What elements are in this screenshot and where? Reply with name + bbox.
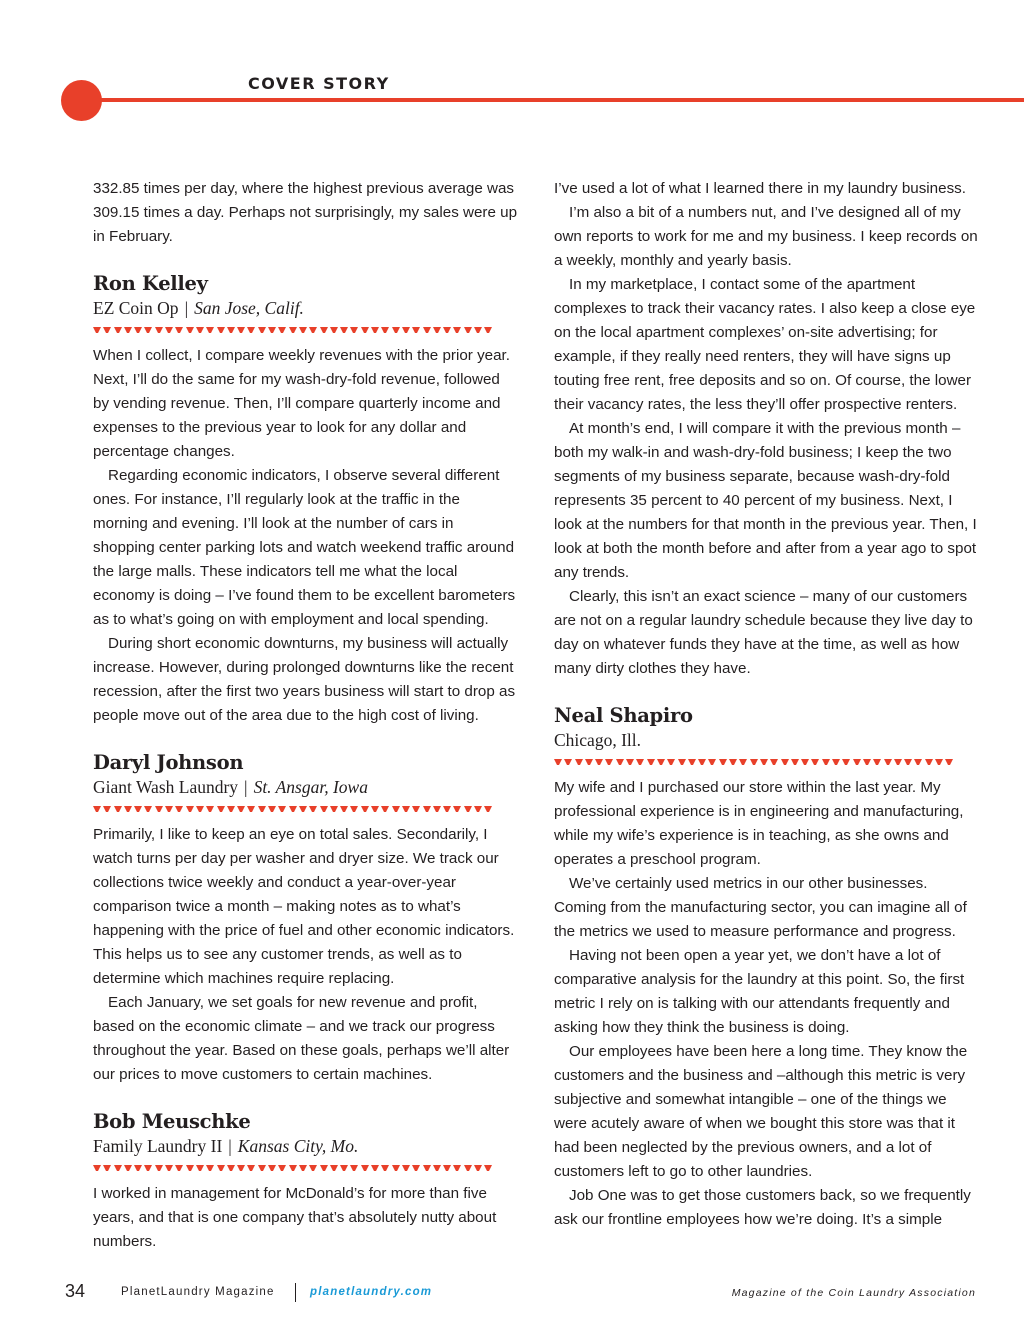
footer [0,1281,1024,1305]
triangle-mark [124,1165,132,1171]
triangle-mark [186,327,194,333]
triangle-mark [822,759,830,765]
triangle-divider [93,1161,518,1171]
triangle-mark [925,759,933,765]
triangle-mark [361,327,369,333]
triangle-mark [464,806,472,812]
triangle-divider [93,802,518,812]
profile-subtitle [554,728,980,752]
triangle-mark [575,759,583,765]
triangle-mark [237,806,245,812]
profile-name: Daryl Johnson [93,751,244,774]
profile-business: Giant Wash Laundry [93,777,239,797]
profile-subtitle [93,1134,518,1158]
triangle-mark [647,759,655,765]
right-column [554,177,980,1232]
triangle-mark [155,806,163,812]
triangle-mark [350,327,358,333]
triangle-mark [616,759,624,765]
triangle-mark [945,759,953,765]
triangle-mark [114,327,122,333]
triangle-mark [423,806,431,812]
triangle-mark [309,327,317,333]
triangle-mark [114,806,122,812]
triangle-mark [247,806,255,812]
triangle-mark [320,327,328,333]
triangle-mark [350,806,358,812]
triangle-mark [667,759,675,765]
triangle-mark [175,327,183,333]
triangle-mark [371,1165,379,1171]
triangle-mark [402,327,410,333]
paragraph: My wife and I purchased our store within the last year. My professional experience is in engineering and manufacturing, while my wife’s experience is in teaching, as she owns and operates a preschool program. [554,779,964,868]
triangle-mark [217,1165,225,1171]
paragraph: Each January, we set goals for new revenue and profit, based on the economic climate – and we track our progress throughout the year. Based on these goals, perhaps we’ll alter our prices to move customers to certain machines. [93,994,510,1083]
triangle-mark [217,327,225,333]
triangle-mark [361,806,369,812]
triangle-mark [719,759,727,765]
triangle-mark [688,759,696,765]
triangle-mark [739,759,747,765]
header-rule [82,98,1024,102]
triangle-mark [935,759,943,765]
profile-location: Chicago, Ill. [554,730,641,750]
triangle-mark [873,759,881,765]
triangle-mark [258,1165,266,1171]
triangle-mark [165,806,173,812]
triangle-mark [330,1165,338,1171]
triangle-mark [309,1165,317,1171]
paragraph: I worked in management for McDonald’s for more than five years, and that is one company that’s absolutely nutty about numbers. [93,1185,497,1250]
paragraph: I’ve used a lot of what I learned there in my laundry business. [554,180,966,197]
triangle-mark [217,806,225,812]
triangle-mark [134,1165,142,1171]
footer-association: Magazine of the Coin Laundry Association [731,1287,976,1299]
triangle-mark [453,1165,461,1171]
triangle-mark [464,1165,472,1171]
triangle-mark [320,806,328,812]
triangle-mark [268,1165,276,1171]
triangle-mark [350,1165,358,1171]
profile-subtitle [93,775,518,799]
subtitle-separator: | [244,777,248,797]
triangle-divider [93,323,518,333]
profile-name: Bob Meuschke [93,1110,251,1133]
triangle-mark [340,1165,348,1171]
paragraph: Having not been open a year yet, we don’t have a lot of comparative analysis for the laundry at this point. So, the first metric I rely on is talking with our attendants frequently and asking how they think the business is doing. [554,947,965,1036]
triangle-mark [678,759,686,765]
page-number: 34 [65,1281,86,1301]
triangle-mark [554,759,562,765]
paragraph: Clearly, this isn’t an exact science – many of our customers are not on a regular laundry schedule because they live day to day on whatever funds they have at the time, as well as how many dirty clothes they have. [554,588,973,677]
triangle-mark [443,327,451,333]
triangle-mark [237,1165,245,1171]
triangle-mark [412,806,420,812]
triangle-mark [289,1165,297,1171]
triangle-mark [884,759,892,765]
triangle-mark [134,327,142,333]
triangle-mark [186,806,194,812]
triangle-mark [402,806,410,812]
profile-daryl-johnson [93,751,518,1087]
triangle-mark [423,327,431,333]
triangle-mark [227,327,235,333]
profile-business: Family Laundry II [93,1136,223,1156]
triangle-mark [914,759,922,765]
triangle-mark [484,327,492,333]
triangle-mark [196,806,204,812]
triangle-mark [103,327,111,333]
intro-paragraph: 332.85 times per day, where the highest previous average was 309.15 times a day. Perhaps not surprisingly, my sales were up in February. [93,180,518,245]
triangle-mark [832,759,840,765]
triangle-mark [412,327,420,333]
paragraph: Regarding economic indicators, I observe several different ones. For instance, I’ll regularly look at the traffic in the morning and evening. I’ll look at the number of cars in shopping center parking lots and watch weekend traffic around the large malls. These indicators tell me what the local economy is doing – I’ve found them to be excellent barometers as to what’s going on with employment and local spending. [93,467,516,628]
triangle-mark [708,759,716,765]
profile-location: St. Ansgar, Iowa [253,777,368,797]
profile-neal-shapiro [554,704,980,1232]
profile-location: Kansas City, Mo. [237,1136,359,1156]
triangle-mark [196,327,204,333]
triangle-mark [585,759,593,765]
triangle-mark [103,1165,111,1171]
triangle-mark [155,1165,163,1171]
triangle-mark [361,1165,369,1171]
triangle-mark [433,806,441,812]
triangle-mark [433,1165,441,1171]
triangle-mark [144,806,152,812]
triangle-mark [258,806,266,812]
triangle-mark [760,759,768,765]
triangle-mark [258,327,266,333]
triangle-mark [124,327,132,333]
triangle-mark [371,806,379,812]
triangle-mark [175,806,183,812]
profile-subtitle [93,296,518,320]
triangle-mark [770,759,778,765]
triangle-mark [443,806,451,812]
triangle-mark [196,1165,204,1171]
triangle-mark [402,1165,410,1171]
section-label: COVER STORY [248,74,390,93]
triangle-mark [206,806,214,812]
triangle-mark [186,1165,194,1171]
triangle-mark [340,327,348,333]
triangle-mark [144,327,152,333]
profile-name: Neal Shapiro [554,704,693,727]
triangle-mark [227,1165,235,1171]
triangle-mark [289,327,297,333]
triangle-mark [381,327,389,333]
triangle-mark [392,806,400,812]
triangle-mark [206,327,214,333]
triangle-mark [605,759,613,765]
subtitle-separator: | [184,298,189,318]
triangle-mark [330,806,338,812]
triangle-mark [309,806,317,812]
triangle-mark [175,1165,183,1171]
profile-location: San Jose, Calif. [194,298,304,318]
triangle-mark [247,327,255,333]
footer-divider [295,1283,296,1302]
triangle-mark [636,759,644,765]
paragraph: At month’s end, I will compare it with the previous month – both my walk-in and wash-dry-fold business; I keep the two segments of my business separate, because wash-dry-fold represents 35 percent to 40 percent of my business. Next, I look at the numbers for that month in the previous year. Then, I look at both the month before and after from a year ago to spot any trends. [554,420,977,581]
triangle-mark [206,1165,214,1171]
triangle-divider [554,755,980,765]
triangle-mark [165,1165,173,1171]
triangle-mark [904,759,912,765]
triangle-mark [657,759,665,765]
triangle-mark [340,806,348,812]
triangle-mark [474,806,482,812]
triangle-mark [750,759,758,765]
footer-url-link[interactable]: planetlaundry.com [310,1286,433,1298]
paragraph: In my marketplace, I contact some of the apartment complexes to track their vacancy rates. I also keep a close eye on the local apartment complexes’ on-site advertising; for example, if they really need renters, they will have signs up touting free rent, free deposits and so on. Of course, the lower their vacancy rates, the less they’ll offer prospective renters. [554,276,976,413]
triangle-mark [853,759,861,765]
triangle-mark [278,1165,286,1171]
profile-business: EZ Coin Op [93,298,179,318]
triangle-mark [330,327,338,333]
triangle-mark [289,806,297,812]
triangle-mark [278,806,286,812]
triangle-mark [801,759,809,765]
subtitle-separator: | [228,1136,232,1156]
triangle-mark [423,1165,431,1171]
triangle-mark [484,806,492,812]
triangle-mark [392,327,400,333]
triangle-mark [453,806,461,812]
profile-ron-kelley [93,272,518,728]
triangle-mark [412,1165,420,1171]
triangle-mark [247,1165,255,1171]
triangle-mark [278,327,286,333]
triangle-mark [381,806,389,812]
triangle-mark [595,759,603,765]
triangle-mark [791,759,799,765]
paragraph: Primarily, I like to keep an eye on total sales. Secondarily, I watch turns per day per washer and dryer size. We track our collections twice weekly and conduct a year-over-year comparison twice a month – making notes as to what’s happening with the price of fuel and other economic indicators. This helps us to see any customer trends, as well as to determine which machines require replacing. [93,826,515,987]
paragraph: During short economic downturns, my business will actually increase. However, during prolonged downturns like the recent recession, after the first two years business will start to drop as people move out of the area due to the high cost of living. [93,635,516,724]
profile-bob-meuschke [93,1110,518,1254]
triangle-mark [320,1165,328,1171]
triangle-mark [268,806,276,812]
triangle-mark [165,327,173,333]
triangle-mark [299,1165,307,1171]
triangle-mark [474,327,482,333]
triangle-mark [124,806,132,812]
triangle-mark [894,759,902,765]
triangle-mark [564,759,572,765]
triangle-mark [863,759,871,765]
triangle-mark [155,327,163,333]
triangle-mark [268,327,276,333]
paragraph: I’m also a bit of a numbers nut, and I’ve designed all of my own reports to work for me and my business. I keep records on a weekly, monthly and yearly basis. [554,204,978,269]
triangle-mark [299,327,307,333]
triangle-mark [299,806,307,812]
triangle-mark [103,806,111,812]
triangle-mark [237,327,245,333]
triangle-mark [93,327,101,333]
triangle-mark [698,759,706,765]
triangle-mark [729,759,737,765]
triangle-mark [144,1165,152,1171]
paragraph: Our employees have been here a long time. They know the customers and the business and –although this metric is very subjective and somewhat intangible – one of the things we were acutely aware of when we bought this store was that it had been neglected by the previous owners, and a lot of customers left to go to other laundries. [554,1043,968,1180]
triangle-mark [93,806,101,812]
triangle-mark [227,806,235,812]
footer-magazine-name: PlanetLaundry Magazine [121,1286,275,1298]
paragraph: We’ve certainly used metrics in our other businesses. Coming from the manufacturing sector, you can imagine all of the metrics we used to measure performance and progress. [554,875,967,940]
triangle-mark [443,1165,451,1171]
triangle-mark [93,1165,101,1171]
triangle-mark [781,759,789,765]
triangle-mark [842,759,850,765]
paragraph: Job One was to get those customers back, so we frequently ask our frontline employees how we’re doing. It’s a simple [554,1187,971,1228]
profile-name: Ron Kelley [93,272,208,295]
triangle-mark [134,806,142,812]
triangle-mark [811,759,819,765]
triangle-mark [381,1165,389,1171]
triangle-mark [453,327,461,333]
triangle-mark [474,1165,482,1171]
triangle-mark [392,1165,400,1171]
triangle-mark [114,1165,122,1171]
triangle-mark [371,327,379,333]
triangle-mark [484,1165,492,1171]
triangle-mark [464,327,472,333]
triangle-mark [626,759,634,765]
paragraph: When I collect, I compare weekly revenues with the prior year. Next, I’ll do the same for my wash-dry-fold revenue, followed by vending revenue. Then, I’ll compare quarterly income and expenses to the previous year to look for any dollar and percentage changes. [93,347,510,460]
triangle-mark [433,327,441,333]
left-column [93,177,518,1254]
